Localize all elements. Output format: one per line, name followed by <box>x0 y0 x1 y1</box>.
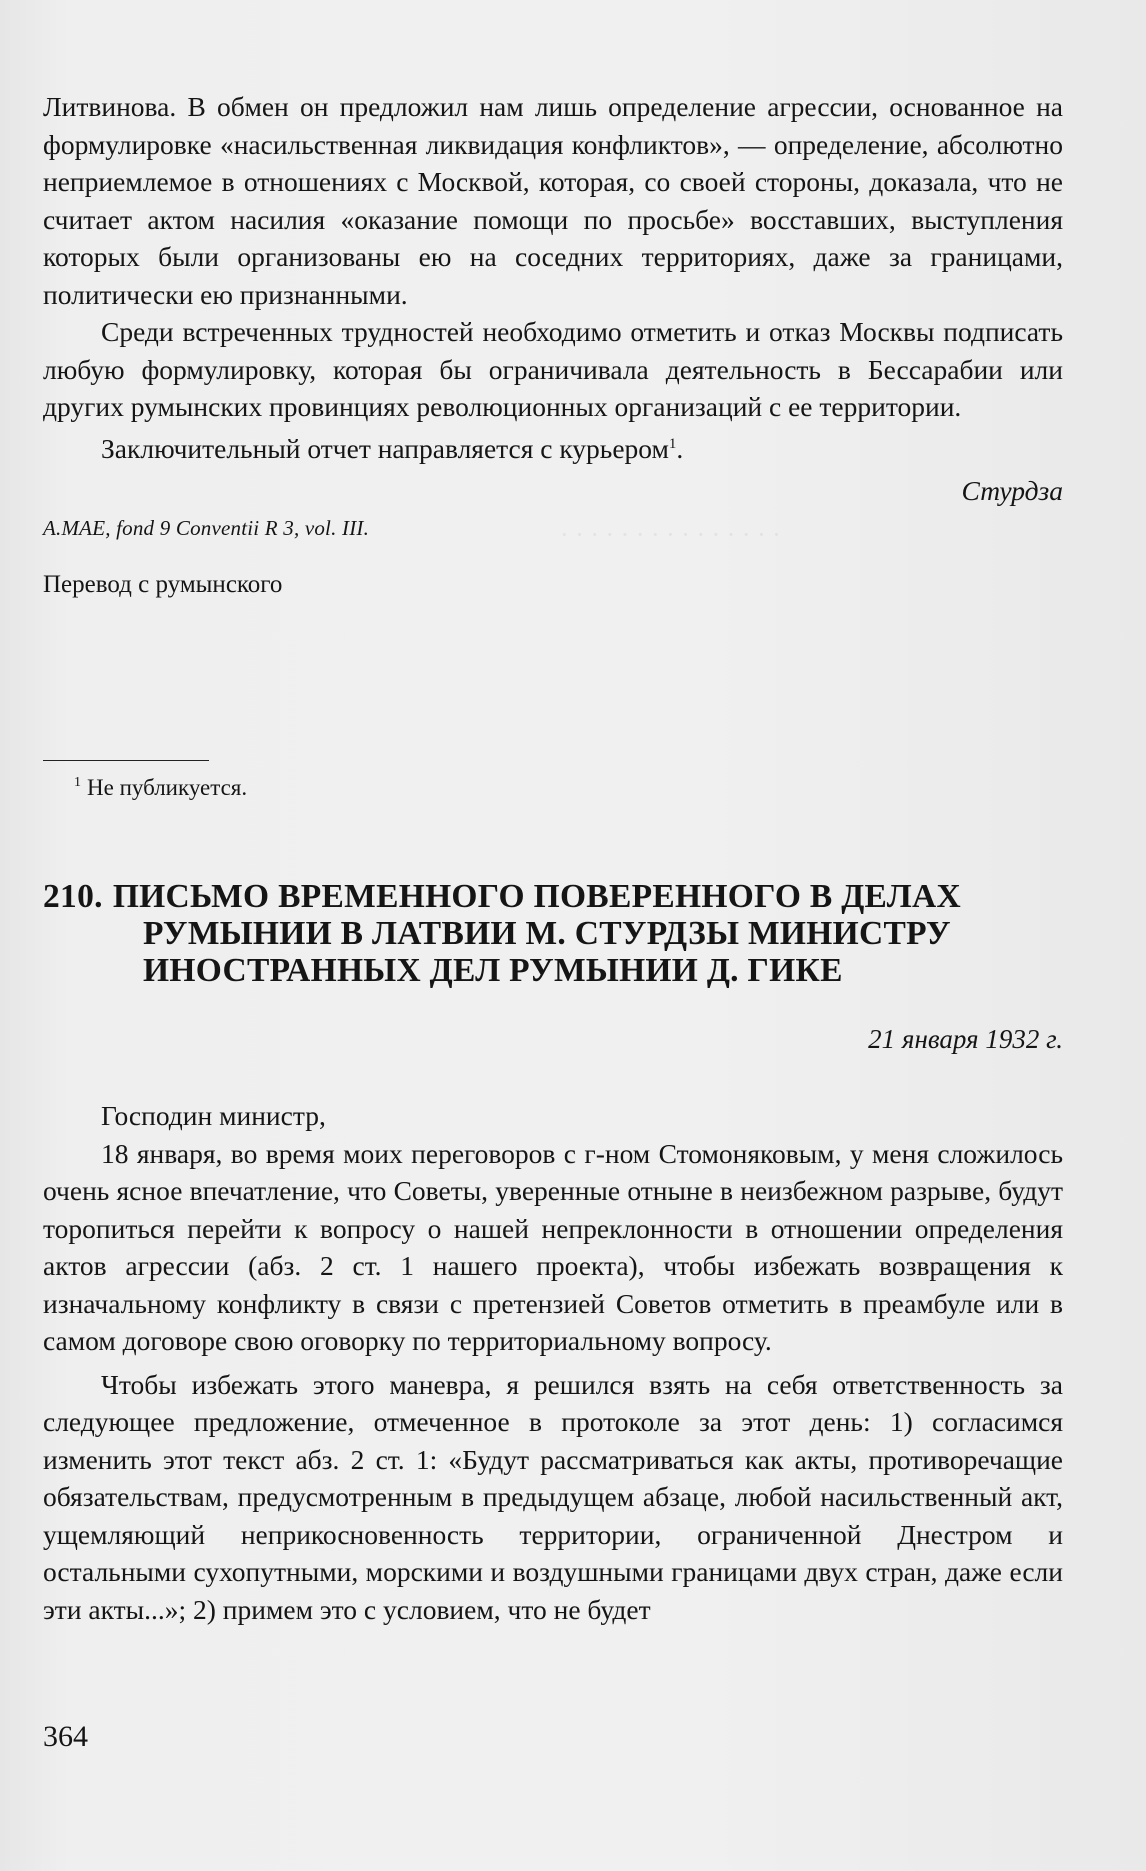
footnote-text: Не публикуется. <box>87 775 248 800</box>
paragraph-text: Заключительный отчет направляется с курьером <box>101 432 669 464</box>
footnote-marker: 1 <box>668 435 677 452</box>
salutation: Господин министр, <box>101 1100 326 1131</box>
paragraph: Среди встреченных трудностей необходимо отметить и отказ Москвы подписать любую формулировку, которая бы ограничивала деятельность в Бессарабии или других румынских провинциях революционных организаций с ее территории. <box>43 316 1063 422</box>
document-date: 21 января 1932 г. <box>868 1024 1063 1054</box>
title-line: РУМЫНИИ В ЛАТВИИ М. СТУРДЗЫ МИНИСТРУ <box>143 915 951 952</box>
paragraph: Чтобы избежать этого маневра, я решился взять на себя ответственность за следующее предложение, отмеченное в протоколе за этот день: 1) согласимся изменить этот текст абз. 2 ст. 1: «Будут рассматриваться как акты, противоречащие обязательствам, предусмотренным в предыдущем абзаце, любой насильственный акт, ущемляющий неприкосновенность территории, ограниченной Днестром и остальными сухопутными, морскими и воздушными границами двух стран, даже если эти акты...»; 2) примем это с условием, что не будет <box>43 1368 1063 1625</box>
document-title <box>43 878 1063 989</box>
paragraph: 18 января, во время моих переговоров с г-ном Стомоняковым, у меня сложилось очень ясное впечатление, что Советы, уверенные отныне в неизбежном разрыве, будут торопиться перейти к вопросу о нашей непреклонности в отношении определения актов агрессии (абз. 2 ст. 1 нашего проекта), чтобы избежать возвращения к изначальному конфликту в связи с претензией Советов отметить в преамбуле или в самом договоре свою оговорку по территориальному вопросу. <box>43 1137 1063 1356</box>
footnote <box>74 775 247 801</box>
page-number: 364 <box>43 1720 88 1753</box>
footnote-divider <box>43 760 209 761</box>
footnote-number: 1 <box>74 775 81 791</box>
signature: Стурдза <box>961 475 1063 507</box>
paragraph-end: . <box>676 432 684 464</box>
bleed-through-texture: · · · · · · · · · · · · · · · <box>560 520 781 549</box>
title-line: ПИСЬМО ВРЕМЕННОГО ПОВЕРЕННОГО В ДЕЛАХ <box>112 878 962 915</box>
archive-reference: A.MAE, fond 9 Conventii R 3, vol. III. <box>43 516 370 541</box>
paragraph-closing <box>43 426 1063 468</box>
paragraph: Литвинова. В обмен он предложил нам лишь определение агрессии, основанное на формулировке «насильственная ликвидация конфликтов», — определение, абсолютно неприемлемое в отношениях с Москвой, которая, со своей стороны, доказала, что не считает актом насилия «оказание помощи по просьбе» восставших, выступления которых были организованы ею на соседних территориях, даже за границами, политически ею признанными. <box>43 91 1063 310</box>
translation-note: Перевод с румынского <box>43 571 283 599</box>
continued-text-block <box>43 88 1063 599</box>
document-number: 210. <box>43 878 103 915</box>
letter-body <box>43 1097 1063 1628</box>
title-line: ИНОСТРАННЫХ ДЕЛ РУМЫНИИ Д. ГИКЕ <box>143 952 843 989</box>
